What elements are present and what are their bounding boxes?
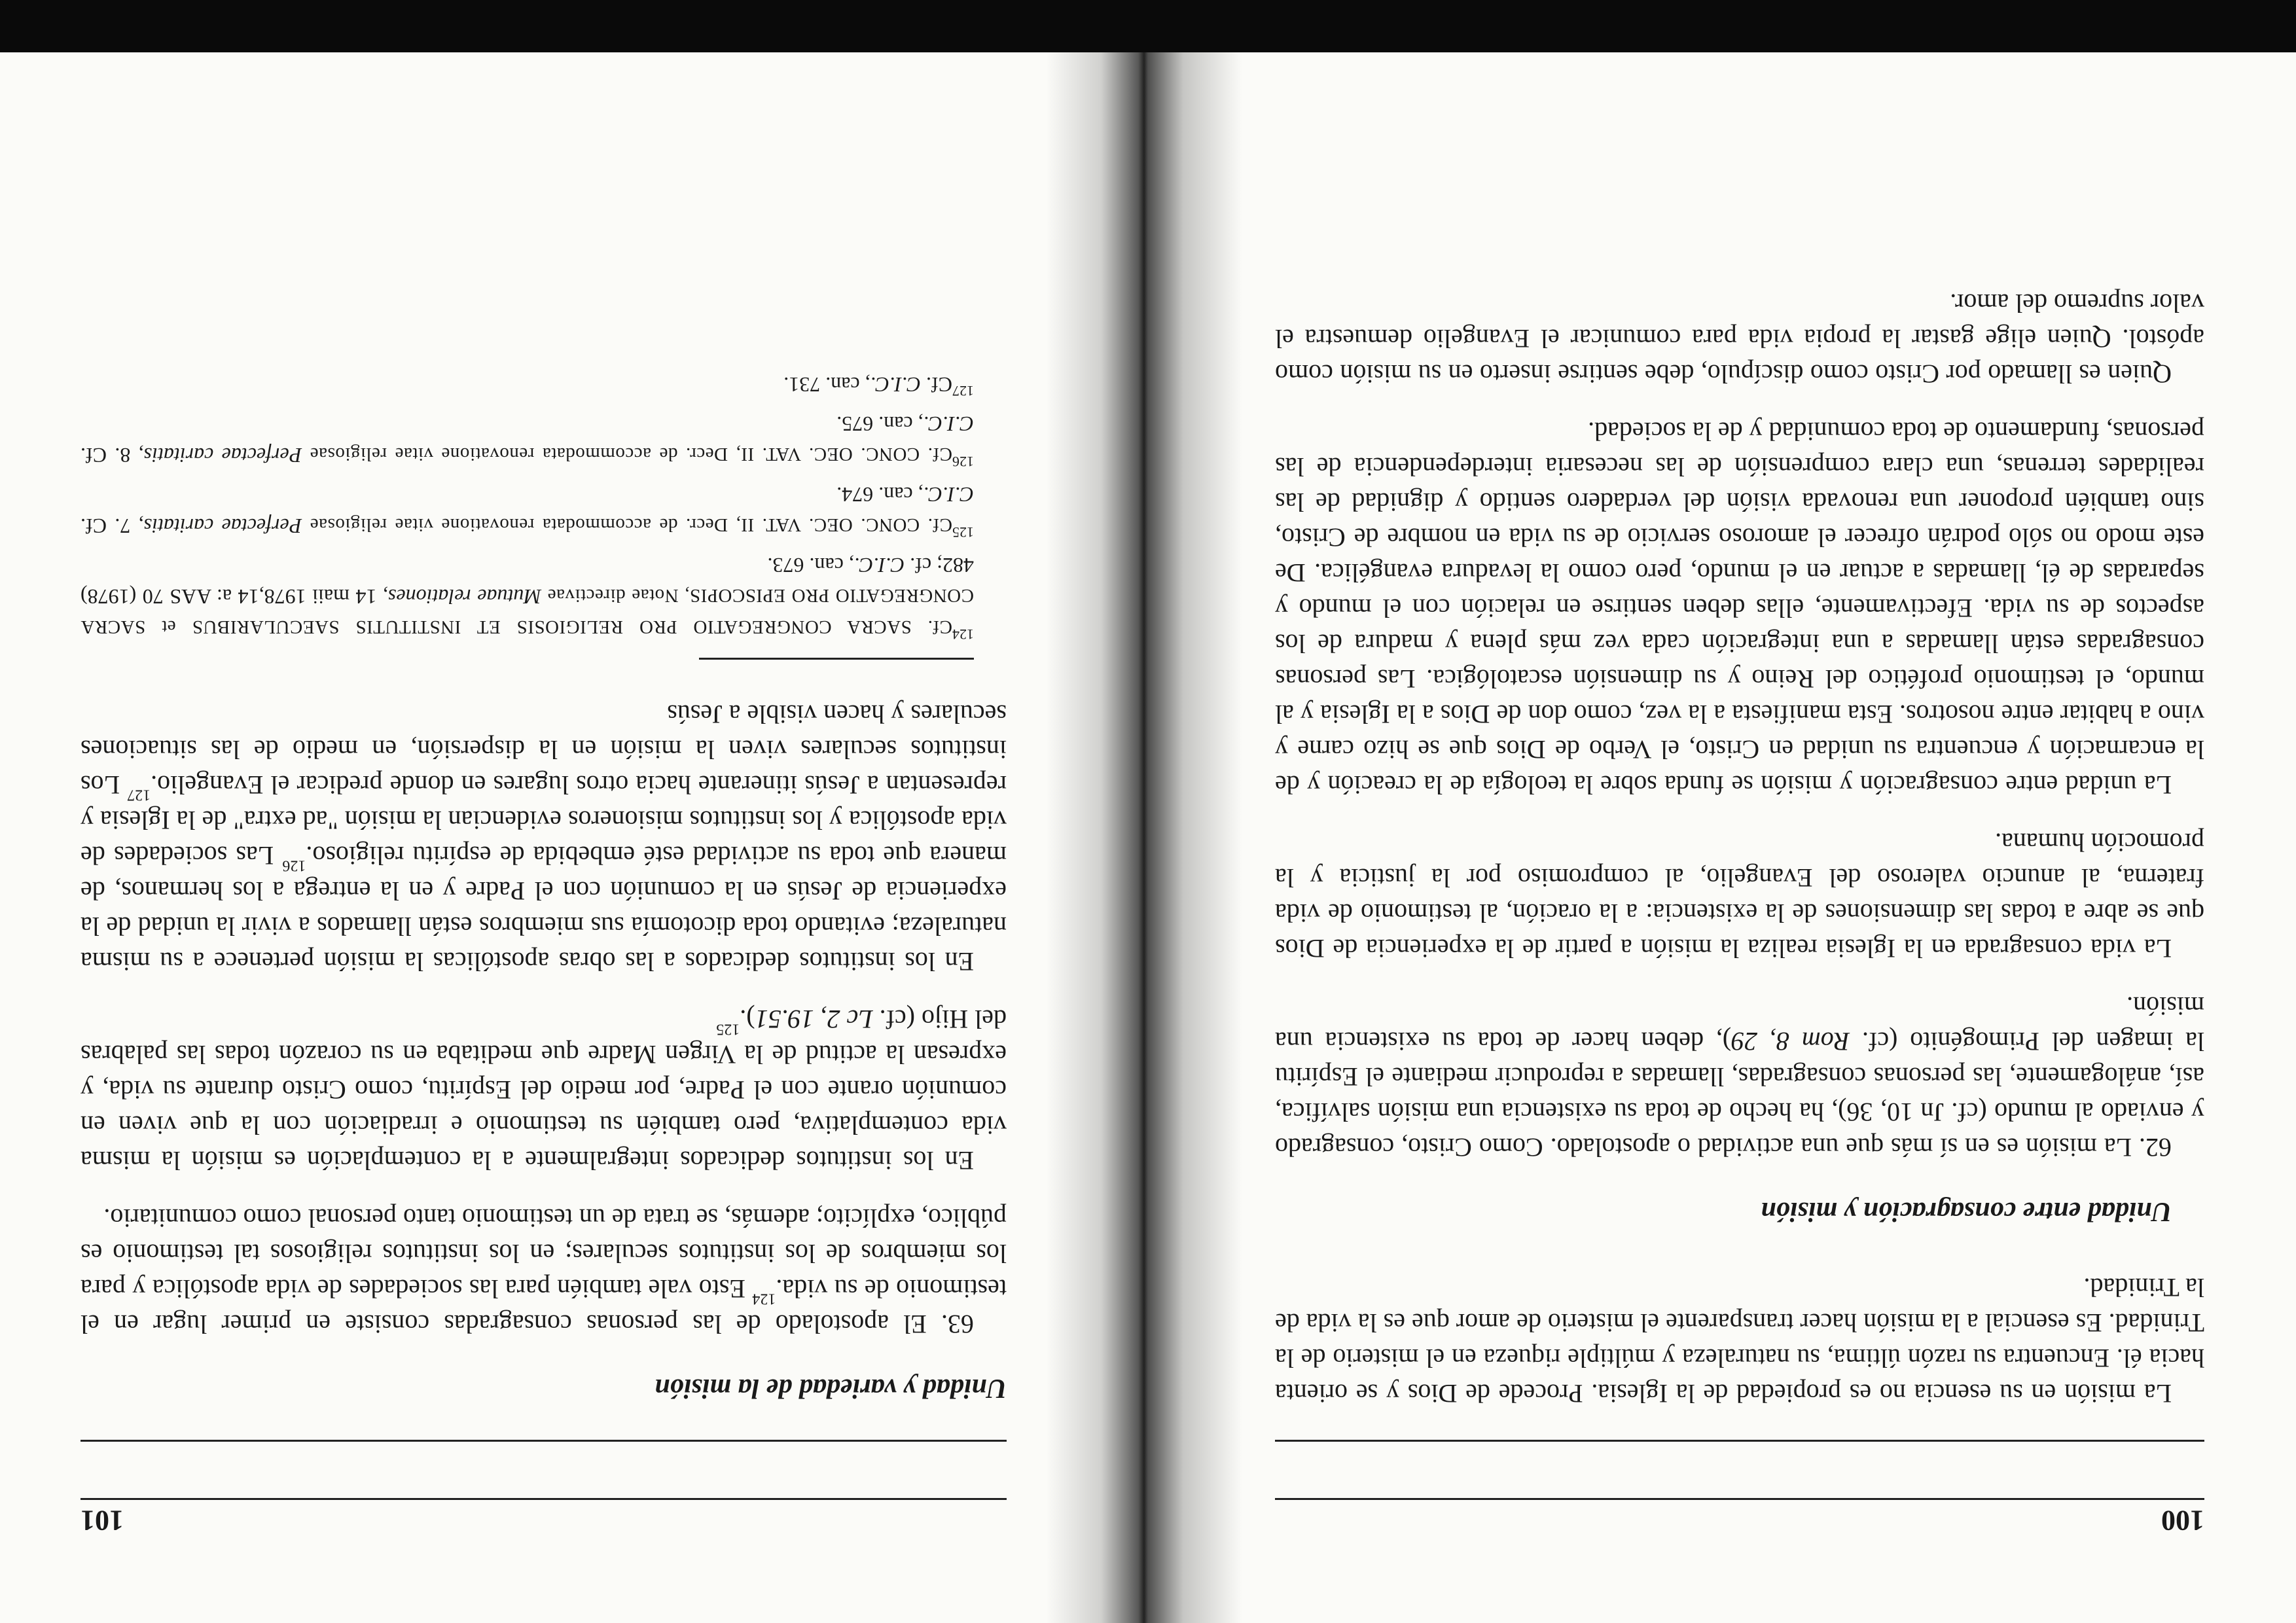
- page-number-101: 101: [81, 1505, 124, 1537]
- paragraph-63: 63. El apostolado de las personas consagradas consiste en primer lugar en el testimonio de su vida.$^{124}$ Esto vale también para las sociedades de vida apostólica y para los miembros de los institutos seculares; en los institutos religiosos tal testimonio es público, explícito; además, se trata de un testimonio tanto personal como comunitario.: [80, 1204, 1007, 1339]
- footnote-126: $^{126}$Cf. CONC. OEC. VAT. II, Decr. de accommodata renovatione vitae religiosae Perfectae caritatis, 8. Cf. C.I.C., can. 675.: [80, 412, 974, 471]
- paragraph-unidad-teologia: La unidad entre consagración y misión se funda sobre la teología de la creación y de la encarnación y encuentra su unidad en Cristo, el Verbo de Dios que se hizo carne y vino a habitar entre nosotros. Esta manifiesta a la vez, como don de Dios a la Iglesia y al mundo, el testimonio profético del Reino y su dimensión escatológica. Las personas consagradas están llamadas a una integración cada vez más plena y madura de los aspectos de su vida. Efectivamente, ellas deben sentirse en relación con el mundo y separadas de él, llamadas a actuar en el mundo, pero como la levadura evangélica. De este modo no sólo podrán ofrecer el amoroso servicio de su vida en nombre de Cristo, sino también proponer una renovada visión del verdadero sentido y dignidad de las realidades terrenas, una clara comprensión de las necesaria interdependencia de las personas, fundamento de toda comunidad y de la sociedad.: [1274, 417, 2204, 800]
- footnote-127: $^{127}$Cf. C.I.C., can. 731.: [783, 373, 974, 400]
- paragraph-mission-essence: La misión en su esencia no es propiedad de la Iglesia. Procede de Dios y se orienta hacia él. Encuentra su razón última, su naturaleza y múltiple riqueza en el misterio de la Trinidad. Es esencial a la misión hacer transparente el misterio de amor que es la vida de la Trinidad.: [1274, 1273, 2204, 1408]
- book-gutter-shadow: [1046, 52, 1242, 1623]
- section-title-unidad-variedad: Unidad y variedad de la misión: [655, 1373, 1007, 1403]
- header-rule-lower: [1275, 1440, 2204, 1442]
- section-title-consagracion-mision: Unidad entre consagración y misión: [1761, 1196, 2172, 1226]
- page-100-content: [1275, 285, 2204, 1538]
- footnote-ref-127[interactable]: 127: [127, 786, 151, 804]
- footnote-ref-124[interactable]: 124: [752, 1290, 776, 1308]
- page-number-100: 100: [2161, 1505, 2204, 1537]
- header-rule: [1275, 1498, 2204, 1500]
- footnote-ref-126[interactable]: 126: [282, 857, 306, 874]
- footnote-125: $^{125}$Cf. CONC. OEC. VAT. II, Decr. de accommodata renovatione vitae religiosae Perfectae caritatis, 7. Cf. C.I.C., can. 674.: [80, 483, 974, 541]
- paragraph-discipulo: Quien es llamado por Cristo como discípulo, debe sentirse inserto en su misión como apóstol. Quien elige gastar la propia vida para comunicar el Evangelio demuestra el valor supremo del amor.: [1274, 289, 2204, 389]
- page-101-content: [81, 370, 1007, 1538]
- footnote-124: $^{124}$Cf. SACRA CONGREGATIO PRO RELIGIOSIS ET INSTITUTIS SAECULARIBUS et SACRA CONGREGATIO PRO EPISCOPIS, Notae directivae Mutuae relationes, 14 maii 1978,14 a: AAS 70 (1978) 482; cf. C.I.C., can. 673.: [80, 554, 974, 643]
- footnote-ref-125[interactable]: 125: [716, 1020, 740, 1038]
- header-rule-lower: [81, 1440, 1007, 1442]
- paragraph-contemplativa: En los institutos dedicados integralmente a la contemplación es misión la misma vida contemplativa, pero también su testimonio e irradiación con la que viven en comunión orante con el Padre, por medio del Espíritu, como Cristo durante su vida, y expresan la actitud de la Virgen Madre que meditaba en su corazón todas las palabras del Hijo (cf. Lc 2, 19.51).$^{125}$: [80, 1005, 1007, 1175]
- paragraph-vida-consagrada: La vida consagrada en la Iglesia realiza la misión a partir de la experiencia de Dios que se abre a todas las dimensiones de la existencia: a la oración, al testimonio de vida fraterna, al anuncio valeroso del Evangelio, al compromiso por la justicia y la promoción humana.: [1274, 828, 2204, 963]
- paragraph-62: 62. La misión es en sí más que una actividad o apostolado. Como Cristo, consagrado y enviado al mundo (cf. Jn 10, 36), ha hecho de toda su existencia una misión salvífica, así, análogamente, las personas consagradas, llamadas a reproducir mediante el Espíritu la imagen del Primogénito (cf. Rom 8, 29), deben hacer de toda su existencia una misión.: [1274, 991, 2204, 1162]
- header-rule: [81, 1498, 1007, 1500]
- page-101: [0, 52, 1118, 1623]
- footnote-separator: [699, 658, 974, 660]
- paragraph-apostolicas: En los institutos dedicados a las obras apostólicas la misión pertenece a su misma naturaleza; evitando toda dicotomía sus miembros están llamados a vivir la unidad de la experiencia de Jesús en la comunión con el Padre y en la entrega a los hermanos, de manera que toda su actividad esté embebida de espíritu religioso.$^{126}$ Las sociedades de vida apostólica y los institutos misioneros evidencian la misión "ad extra" de la Iglesia y representan a Jesús itinerante hacia otros lugares en donde predicar el Evangelio.$^{127}$ Los institutos seculares viven la misión en la dispersión, en medio de las situaciones seculares y hacen visible a Jesús: [80, 700, 1007, 976]
- page-100: [1183, 52, 2296, 1623]
